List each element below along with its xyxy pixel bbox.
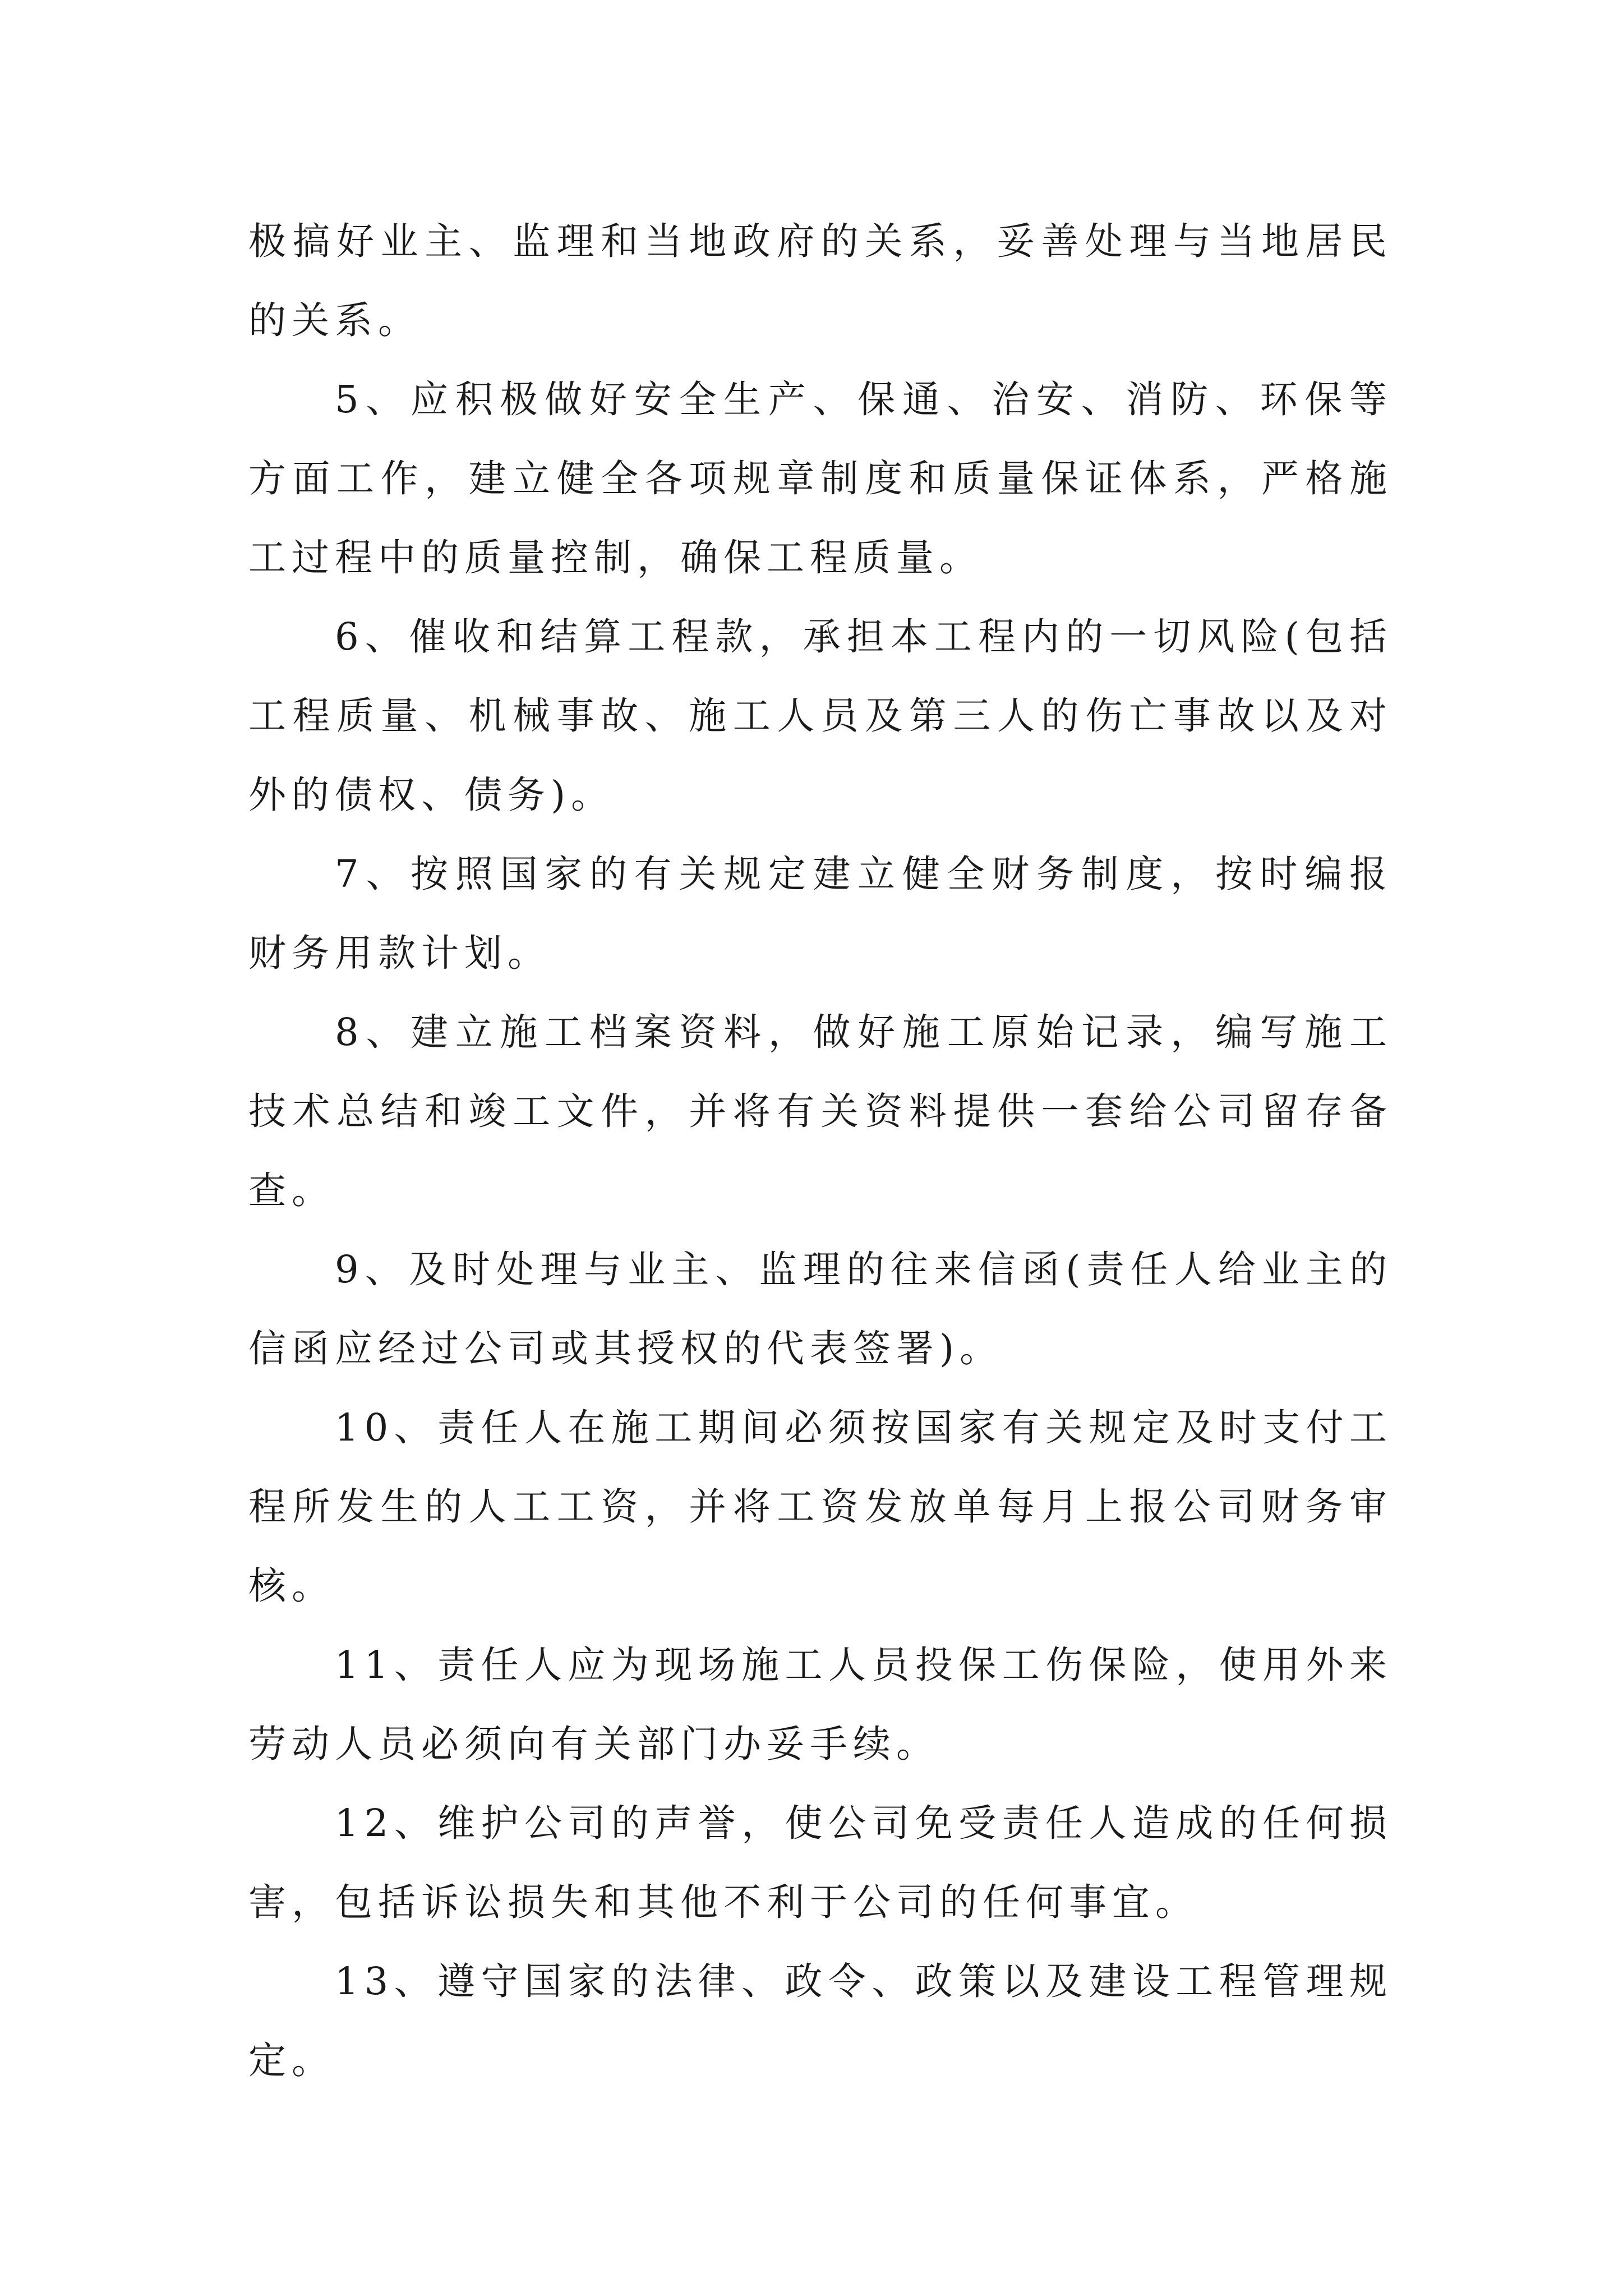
paragraph-item-6: 6、催收和结算工程款，承担本工程内的一切风险(包括工程质量、机械事故、施工人员及第三人的伤亡事故以及对外的债权、债务)。: [248, 615, 1393, 817]
paragraph-item-7: 7、按照国家的有关规定建立健全财务制度，按时编报财务用款计划。: [248, 852, 1393, 975]
document-body: [248, 202, 1393, 2100]
paragraph-item-10: 10、责任人在施工期间必须按国家有关规定及时支付工程所发生的人工工资，并将工资发放单每月上报公司财务审核。: [248, 1406, 1393, 1608]
paragraph-item-9: 9、及时处理与业主、监理的往来信函(责任人给业主的信函应经过公司或其授权的代表签署)。: [248, 1248, 1393, 1370]
paragraph-continuation: 极搞好业主、监理和当地政府的关系，妥善处理与当地居民的关系。: [248, 219, 1393, 342]
paragraph-item-5: 5、应积极做好安全生产、保通、治安、消防、环保等方面工作，建立健全各项规章制度和质量保证体系，严格施工过程中的质量控制，确保工程质量。: [248, 378, 1393, 579]
paragraph-item-8: 8、建立施工档案资料，做好施工原始记录，编写施工技术总结和竣工文件，并将有关资料提供一套给公司留存备查。: [248, 1010, 1393, 1212]
paragraph-item-11: 11、责任人应为现场施工人员投保工伤保险，使用外来劳动人员必须向有关部门办妥手续。: [248, 1643, 1393, 1766]
paragraph-item-13: 13、遵守国家的法律、政令、政策以及建设工程管理规定。: [248, 1959, 1393, 2082]
paragraph-item-12: 12、维护公司的声誉，使公司免受责任人造成的任何损害，包括诉讼损失和其他不利于公司的任何事宜。: [248, 1801, 1393, 1924]
